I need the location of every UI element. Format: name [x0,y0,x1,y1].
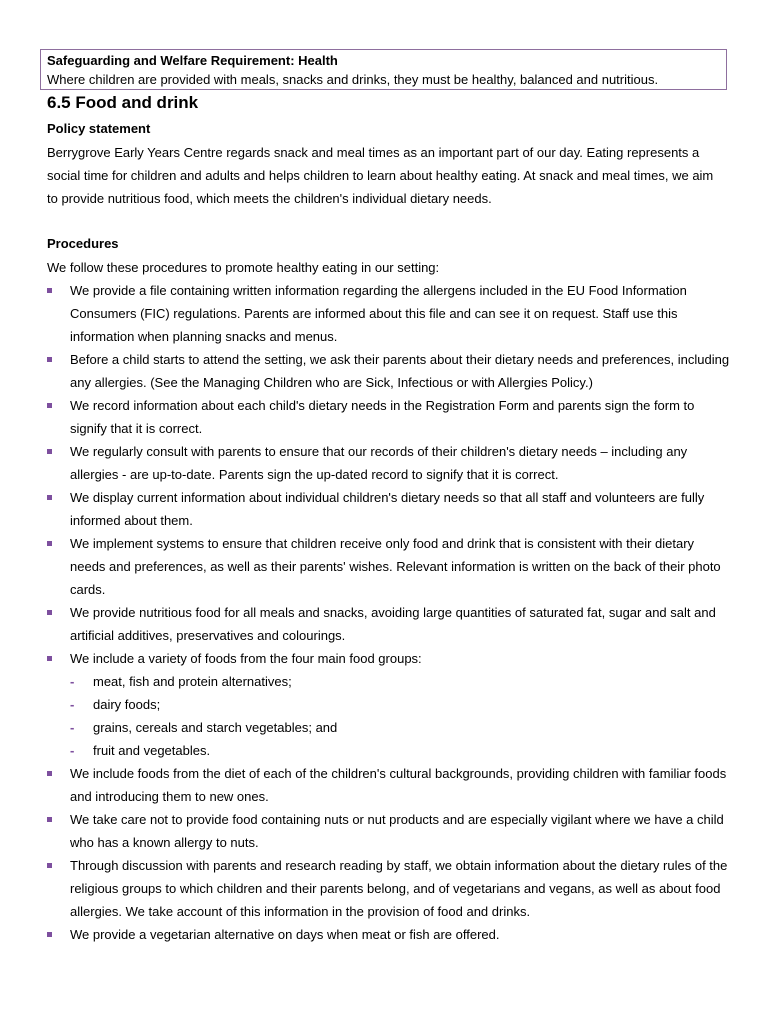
bullet-square-icon [47,610,52,615]
list-item-text: We record information about each child's dietary needs in the Registration Form and parents sign the form to signify that it is correct. [70,398,695,436]
policy-statement-text: Berrygrove Early Years Centre regards snack and meal times as an important part of our day. Eating represents a social time for children and adults and helps children to learn about healthy eating. At snack and meal times, we aim to provide nutritious food, which meets the children's individual dietary needs. [47,145,714,206]
list-item-text: We provide nutritious food for all meals and snacks, avoiding large quantities of saturated fat, sugar and salt and artificial additives, preservatives and colourings. [70,605,716,643]
list-item [47,601,732,647]
section-heading: 6.5 Food and drink [47,93,199,112]
requirement-text: Where children are provided with meals, snacks and drinks, they must be healthy, balanced and nutritious. [47,72,659,87]
requirement-title: Safeguarding and Welfare Requirement: Health [47,53,338,68]
bullet-square-icon [47,817,52,822]
list-item-text: We include foods from the diet of each of the children's cultural backgrounds, providing children with familiar foods and introducing them to new ones. [70,766,727,804]
bullet-square-icon [47,656,52,661]
list-item-text: We provide a file containing written information regarding the allergens included in the EU Food Information Consumers (FIC) regulations. Parents are informed about this file and can see it on request. Staff use this information when planning snacks and menus. [70,283,687,344]
bullet-square-icon [47,357,52,362]
list-item-text: We include a variety of foods from the four main food groups: [70,651,422,666]
list-item [47,348,732,394]
bullet-square-icon [47,403,52,408]
list-item-text: We display current information about individual children's dietary needs so that all staff and volunteers are fully informed about them. [70,490,705,528]
list-item-text: Through discussion with parents and research reading by staff, we obtain information about the dietary rules of the religious groups to which children and their parents belong, and of vegetarians and vegans, as well as about food allergies. We take account of this information in the provision of food and drinks. [70,858,728,919]
requirement-box [40,49,727,90]
list-item [47,808,732,854]
list-item-text: We take care not to provide food containing nuts or nut products and are especially vigilant where we have a child who has a known allergy to nuts. [70,812,724,850]
bullet-square-icon [47,288,52,293]
sub-list-item [70,670,732,693]
dash-bullet-icon: - [70,720,75,735]
bullet-square-icon [47,541,52,546]
bullet-square-icon [47,771,52,776]
food-groups-list [70,670,732,762]
sub-list-item [70,716,732,739]
list-item-text: We provide a vegetarian alternative on days when meat or fish are offered. [70,927,500,942]
list-item-text: Before a child starts to attend the setting, we ask their parents about their dietary needs and preferences, including any allergies. (See the Managing Children who are Sick, Infectious or with Allergies Policy.) [70,352,730,390]
sub-list-item [70,739,732,762]
procedures-heading: Procedures [47,236,119,251]
list-item [47,486,732,532]
list-item [47,647,732,762]
sub-list-item-text: grains, cereals and starch vegetables; and [93,720,338,735]
sub-list-item [70,693,732,716]
procedures-intro: We follow these procedures to promote healthy eating in our setting: [47,260,440,275]
procedures-list [47,279,732,946]
bullet-square-icon [47,495,52,500]
list-item [47,923,732,946]
list-item [47,394,732,440]
list-item [47,279,732,348]
list-item [47,440,732,486]
dash-bullet-icon: - [70,743,75,758]
sub-list-item-text: meat, fish and protein alternatives; [93,674,292,689]
dash-bullet-icon: - [70,697,75,712]
list-item [47,854,732,923]
bullet-square-icon [47,863,52,868]
policy-statement-heading: Policy statement [47,121,151,136]
dash-bullet-icon: - [70,674,75,689]
sub-list-item-text: fruit and vegetables. [93,743,211,758]
bullet-square-icon [47,449,52,454]
list-item-text: We implement systems to ensure that children receive only food and drink that is consistent with their dietary needs and preferences, as well as their parents' wishes. Relevant information is written on the back of their photo cards. [70,536,721,597]
list-item [47,532,732,601]
list-item-text: We regularly consult with parents to ensure that our records of their children's dietary needs – including any allergies - are up-to-date. Parents sign the up-dated record to signify that it is correct. [70,444,688,482]
sub-list-item-text: dairy foods; [93,697,161,712]
list-item [47,762,732,808]
bullet-square-icon [47,932,52,937]
